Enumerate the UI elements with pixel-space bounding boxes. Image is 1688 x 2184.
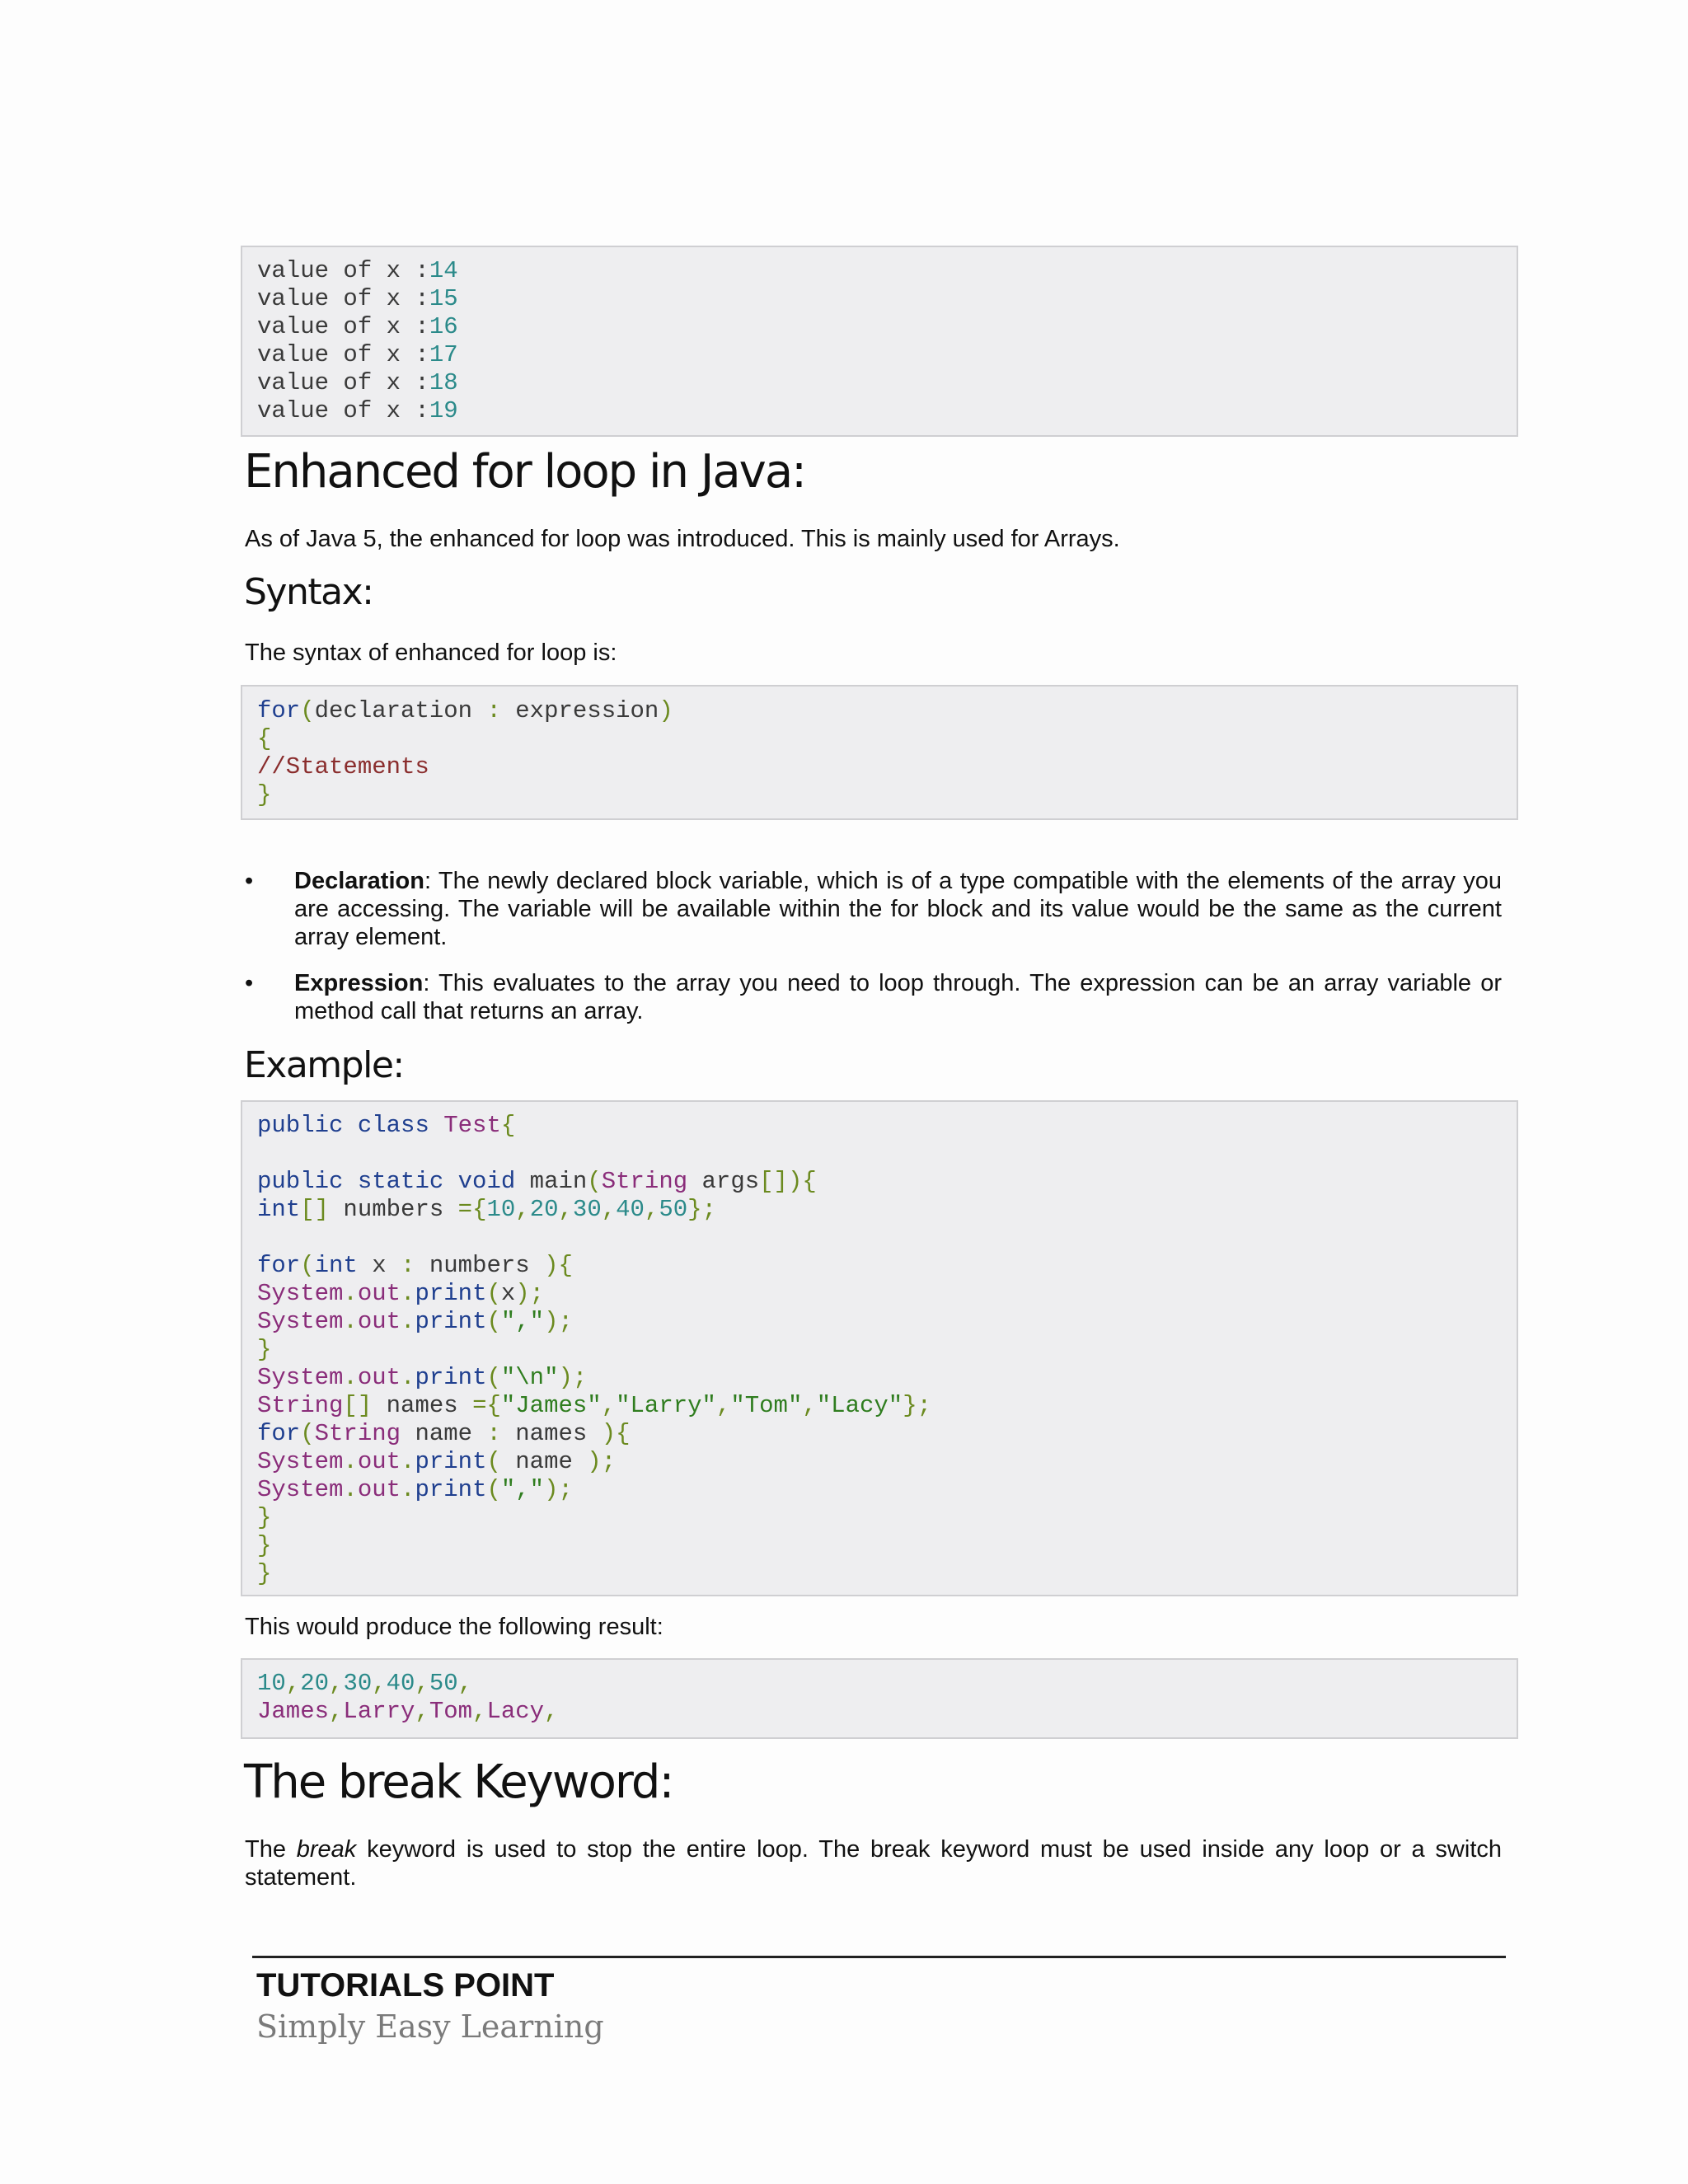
code-token: print (415, 1476, 487, 1503)
footer-divider (252, 1956, 1506, 1958)
example-heading: Example: (244, 1044, 404, 1086)
code-token: , (544, 1698, 559, 1725)
code-token: public (257, 1168, 344, 1195)
code-token: String (314, 1420, 401, 1447)
code-token: }; (903, 1392, 931, 1419)
code-token: . (343, 1448, 358, 1475)
code-token: "James" (500, 1392, 602, 1419)
code-token: 20 (300, 1670, 330, 1697)
code-token: [] (300, 1196, 330, 1223)
code-token: [] (343, 1392, 373, 1419)
code-line (257, 1560, 1502, 1588)
code-token: : (486, 1420, 501, 1447)
syntax-code-block (241, 685, 1518, 820)
code-token: ); (515, 1280, 545, 1307)
footer-tagline: Simply Easy Learning (256, 2008, 604, 2045)
code-line (257, 1112, 1502, 1140)
code-token: System (257, 1448, 344, 1475)
code-token: "," (500, 1308, 545, 1335)
code-token: print (415, 1308, 487, 1335)
code-token: Tom (429, 1698, 473, 1725)
code-token: for (257, 1252, 301, 1279)
code-token: ( (300, 1420, 315, 1447)
code-token: ( (300, 1252, 315, 1279)
syntax-heading: Syntax: (244, 571, 373, 613)
code-token: , (285, 1670, 301, 1697)
code-token: static (357, 1168, 444, 1195)
code-token: print (415, 1280, 487, 1307)
code-line (257, 1308, 1502, 1336)
code-token: System (257, 1476, 344, 1503)
code-token: . (343, 1364, 358, 1391)
code-token: . (401, 1280, 415, 1307)
code-token: . (401, 1308, 415, 1335)
code-line (257, 1532, 1502, 1560)
code-token: numbers (415, 1252, 545, 1279)
code-token: , (329, 1698, 344, 1725)
code-line (257, 1280, 1502, 1308)
code-token: Test (443, 1112, 501, 1139)
code-token: out (357, 1280, 401, 1307)
list-item: • Declaration: The newly declared block variable, which is of a type compatible with the elements of the array you are accessing. The variable will be available within the for block and its value would be the same as the current array element. (245, 868, 1502, 950)
code-token: }; (687, 1196, 716, 1223)
code-token: "Larry" (616, 1392, 716, 1419)
output-line: value of x :15 (257, 285, 458, 312)
code-token: ={ (457, 1196, 487, 1223)
code-token: , (715, 1392, 731, 1419)
code-token: , (415, 1698, 429, 1725)
code-token: //Statements (257, 753, 429, 780)
code-token: ); (558, 1364, 588, 1391)
code-token: x (357, 1252, 401, 1279)
code-token: System (257, 1364, 344, 1391)
code-token: , (644, 1196, 659, 1223)
code-token: numbers (329, 1196, 458, 1223)
code-line (257, 697, 1502, 725)
list-item: • Expression: This evaluates to the array you need to loop through. The expression can be an array variable or method call that returns an array. (245, 970, 1502, 1024)
code-token: 30 (572, 1196, 602, 1223)
enhanced-for-intro: As of Java 5, the enhanced for loop was introduced. This is mainly used for Arrays. (245, 526, 1120, 552)
code-token: } (257, 1336, 272, 1363)
code-token: Larry (343, 1698, 415, 1725)
code-line (257, 1336, 1502, 1364)
code-token: expression (500, 697, 659, 724)
code-token (343, 1112, 357, 1139)
code-token: , (372, 1670, 387, 1697)
code-token: 40 (616, 1196, 645, 1223)
code-token: . (343, 1308, 358, 1335)
code-token: , (601, 1196, 617, 1223)
code-token: 20 (529, 1196, 559, 1223)
code-token: ); (544, 1308, 573, 1335)
code-token: , (558, 1196, 573, 1223)
code-token: out (357, 1364, 401, 1391)
code-token: ( (486, 1448, 501, 1475)
result-intro: This would produce the following result: (245, 1614, 663, 1640)
code-line (257, 1364, 1502, 1392)
code-token: System (257, 1308, 344, 1335)
code-token: args (687, 1168, 760, 1195)
code-token: ( (587, 1168, 602, 1195)
result-code-block (241, 1658, 1518, 1739)
code-token: . (401, 1364, 415, 1391)
code-token: } (257, 1504, 272, 1531)
code-line (257, 1224, 1502, 1252)
output-code-block (241, 246, 1518, 437)
code-token: James (257, 1698, 330, 1725)
code-token: String (257, 1392, 344, 1419)
code-token: ( (486, 1476, 501, 1503)
code-token: ( (300, 697, 315, 724)
code-line (257, 1140, 1502, 1168)
code-line (257, 1196, 1502, 1224)
break-heading: The break Keyword: (244, 1755, 673, 1809)
code-token: 10 (486, 1196, 516, 1223)
code-token: , (601, 1392, 617, 1419)
code-token: for (257, 1420, 301, 1447)
code-token: print (415, 1448, 487, 1475)
code-token: . (343, 1476, 358, 1503)
code-token (343, 1168, 357, 1195)
code-token: name (401, 1420, 487, 1447)
code-token: "Tom" (730, 1392, 803, 1419)
code-line (257, 753, 1502, 781)
code-token: ( (486, 1364, 501, 1391)
code-line (257, 1392, 1502, 1420)
code-line (257, 1504, 1502, 1532)
code-line (257, 781, 1502, 809)
output-line: value of x :17 (257, 341, 458, 368)
code-line (257, 1252, 1502, 1280)
code-token: , (515, 1196, 530, 1223)
code-token: ) (659, 697, 673, 724)
output-line: value of x :19 (257, 397, 458, 424)
code-token: ){ (544, 1252, 573, 1279)
code-token: 30 (343, 1670, 373, 1697)
code-token: ( (486, 1308, 501, 1335)
syntax-intro: The syntax of enhanced for loop is: (245, 640, 617, 666)
output-line: value of x :14 (257, 257, 458, 284)
code-token: ); (544, 1476, 573, 1503)
code-token: name (500, 1448, 588, 1475)
code-token: int (314, 1252, 358, 1279)
code-token: } (257, 781, 272, 808)
code-token: names (372, 1392, 473, 1419)
code-token: int (257, 1196, 301, 1223)
code-token: "," (500, 1476, 545, 1503)
code-token: ( (486, 1280, 501, 1307)
code-token: , (457, 1670, 473, 1697)
code-token: main (515, 1168, 588, 1195)
code-token: , (802, 1392, 817, 1419)
code-token: out (357, 1448, 401, 1475)
code-token: for (257, 697, 301, 724)
enhanced-for-heading: Enhanced for loop in Java: (244, 445, 806, 499)
code-token: } (257, 1532, 272, 1559)
code-token: : (486, 697, 501, 724)
code-token: System (257, 1280, 344, 1307)
code-token: class (357, 1112, 429, 1139)
code-token: public (257, 1112, 344, 1139)
code-line (257, 1420, 1502, 1448)
code-token: out (357, 1476, 401, 1503)
code-token: declaration (314, 697, 487, 724)
code-token: "\n" (500, 1364, 559, 1391)
code-token: void (457, 1168, 516, 1195)
output-line: value of x :16 (257, 313, 458, 340)
code-token: ); (587, 1448, 617, 1475)
code-token: : (401, 1252, 415, 1279)
code-token: Lacy (486, 1698, 545, 1725)
code-token: out (357, 1308, 401, 1335)
code-token: names (500, 1420, 602, 1447)
code-token: "Lacy" (816, 1392, 903, 1419)
code-line (257, 1168, 1502, 1196)
code-token: { (500, 1112, 516, 1139)
code-line (257, 1448, 1502, 1476)
code-token: . (401, 1476, 415, 1503)
code-token: []){ (759, 1168, 817, 1195)
code-token: } (257, 1560, 272, 1587)
code-token: String (601, 1168, 688, 1195)
code-token: ={ (472, 1392, 501, 1419)
code-token: . (343, 1280, 358, 1307)
definition-list (245, 867, 1502, 1043)
code-token: 50 (429, 1670, 458, 1697)
code-line (257, 1698, 1502, 1726)
code-token: , (415, 1670, 429, 1697)
code-token: . (401, 1448, 415, 1475)
code-token: { (257, 725, 272, 752)
code-line (257, 1476, 1502, 1504)
code-token: 10 (257, 1670, 286, 1697)
code-token: print (415, 1364, 487, 1391)
code-token (429, 1112, 443, 1139)
code-token: , (472, 1698, 487, 1725)
code-token: ){ (601, 1420, 631, 1447)
code-token: 40 (386, 1670, 415, 1697)
bullet-icon: • (245, 970, 254, 996)
code-token: , (329, 1670, 344, 1697)
bullet-icon: • (245, 868, 254, 894)
code-token: x (500, 1280, 516, 1307)
output-line: value of x :18 (257, 369, 458, 396)
code-line (257, 1670, 1502, 1698)
code-token: 50 (659, 1196, 688, 1223)
code-token (443, 1168, 457, 1195)
code-line (257, 725, 1502, 753)
break-paragraph: The break keyword is used to stop the entire loop. The break keyword must be used inside any loop or a switch statement. (245, 1836, 1503, 1891)
example-code-block (241, 1100, 1518, 1596)
footer-brand: TUTORIALS POINT (256, 1967, 555, 2004)
